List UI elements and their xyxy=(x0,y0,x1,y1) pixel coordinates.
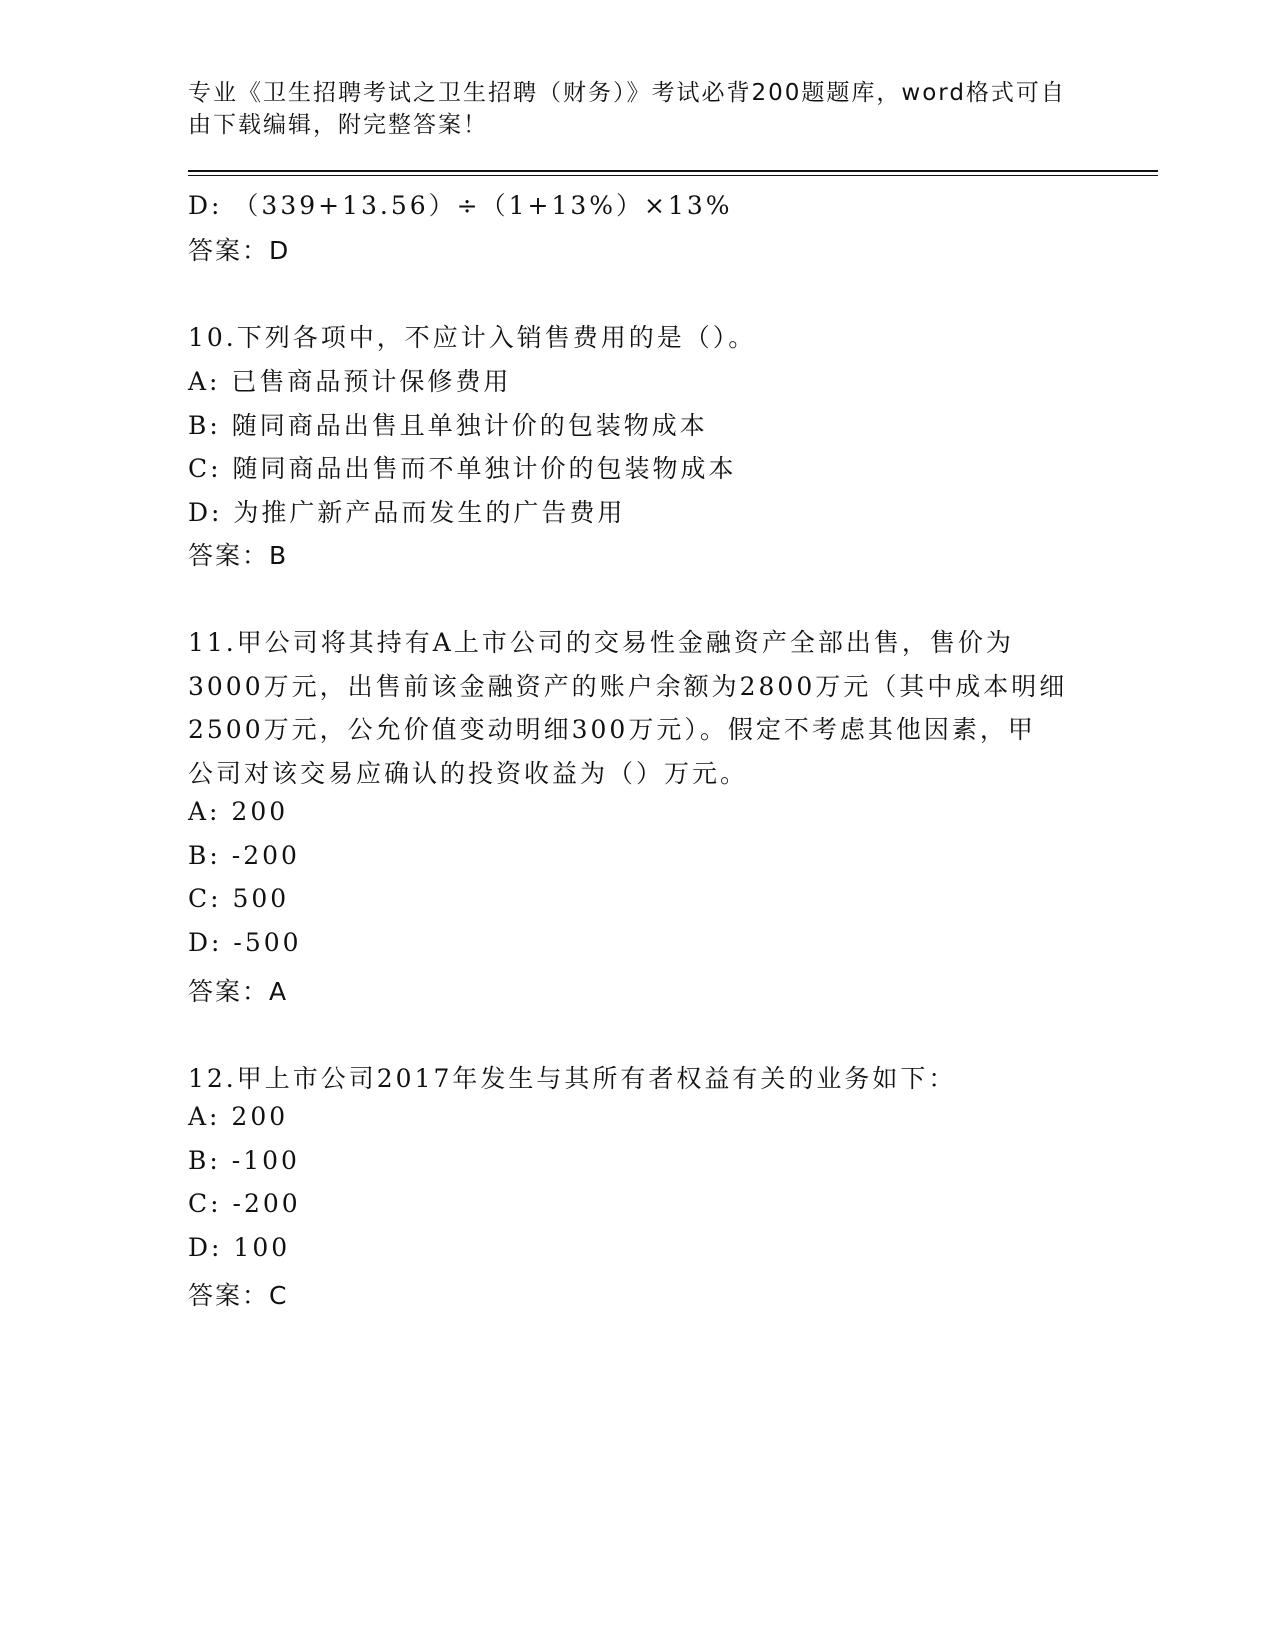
option-d: D: （339+13.56）÷（1+13%）×13% xyxy=(188,191,733,220)
question-stem-line-4: 公司对该交易应确认的投资收益为（）万元。 xyxy=(188,759,749,788)
option-b: B: 随同商品出售且单独计价的包装物成本 xyxy=(188,411,708,440)
option-b: B: -200 xyxy=(188,841,300,870)
option-a: A: 200 xyxy=(188,797,289,826)
question-stem-line-3: 2500万元，公允价值变动明细300万元）。假定不考虑其他因素，甲 xyxy=(188,715,1036,744)
option-a: A: 200 xyxy=(188,1102,289,1131)
option-c: C: 随同商品出售而不单独计价的包装物成本 xyxy=(188,454,737,483)
option-c: C: 500 xyxy=(188,884,290,913)
question-stem: 12.甲上市公司2017年发生与其所有者权益有关的业务如下： xyxy=(188,1064,957,1093)
header-title-line-1: 专业《卫生招聘考试之卫生招聘（财务）》考试必背200题题库，word格式可自 xyxy=(188,80,1066,106)
question-stem-line-2: 3000万元，出售前该金融资产的账户余额为2800万元（其中成本明细 xyxy=(188,672,1068,701)
option-c: C: -200 xyxy=(188,1189,301,1218)
header-title-line-2: 由下载编辑，附完整答案！ xyxy=(188,112,488,138)
option-d: D: 100 xyxy=(188,1233,291,1262)
header-divider-thin xyxy=(188,175,1158,176)
option-b: B: -100 xyxy=(188,1146,300,1175)
header-divider-thick xyxy=(188,170,1158,172)
answer-line: 答案：A xyxy=(188,977,289,1006)
option-d: D: 为推广新产品而发生的广告费用 xyxy=(188,498,626,527)
question-stem-line-1: 11.甲公司将其持有A上市公司的交易性金融资产全部出售，售价为 xyxy=(188,628,1014,657)
answer-line: 答案：C xyxy=(188,1281,289,1310)
question-stem: 10.下列各项中，不应计入销售费用的是（）。 xyxy=(188,323,757,352)
option-a: A: 已售商品预计保修费用 xyxy=(188,367,512,396)
answer-line: 答案：B xyxy=(188,541,289,570)
answer-line: 答案：D xyxy=(188,236,291,265)
option-d: D: -500 xyxy=(188,928,302,957)
